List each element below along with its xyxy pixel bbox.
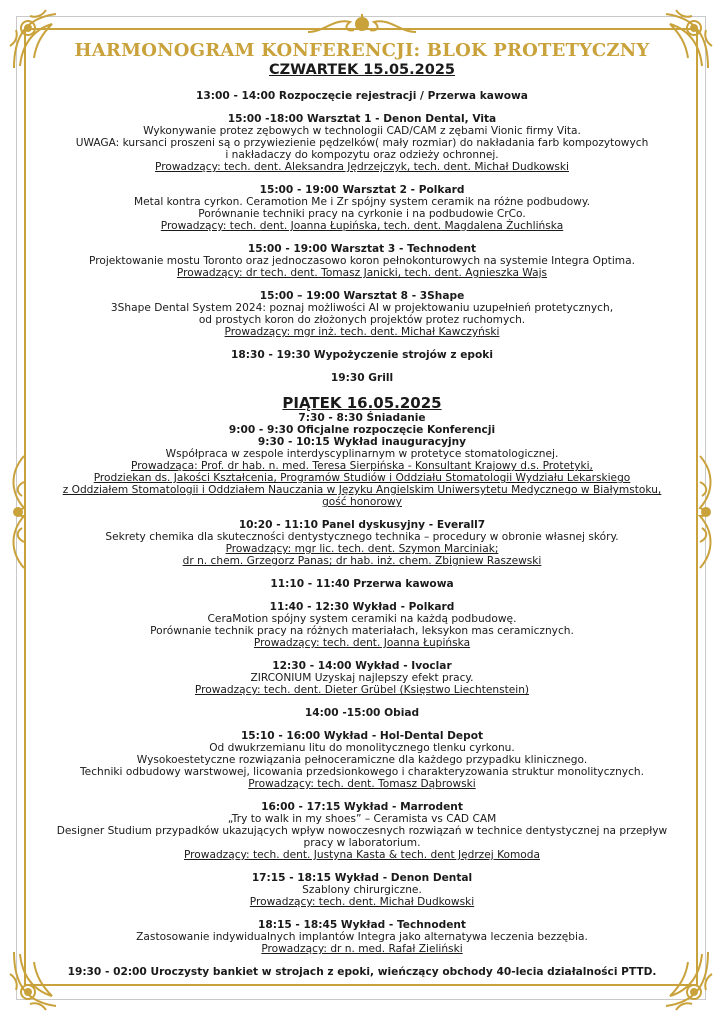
schedule-item	[36, 730, 688, 790]
spacer	[36, 567, 688, 578]
presenter-line: Prowadzący: mgr inż. tech. dent. Michał Kawczyński	[224, 326, 500, 338]
event-heading: 11:40 - 12:30 Wykład - Polkard	[269, 601, 455, 613]
day-heading: PIĄTEK 16.05.2025	[282, 394, 442, 412]
event-heading: 14:00 -15:00 Obiad	[304, 707, 420, 719]
day-section	[36, 395, 688, 978]
description-line: Wysokoestetyczne rozwiązania pełnoceramiczne dla każdego przypadku klinicznego.	[136, 754, 588, 766]
description-line: CeraMotion spójny system ceramiki na każdą podbudowę.	[207, 613, 517, 625]
event-heading: 15:10 - 16:00 Wykład - Hol-Dental Depot	[240, 730, 484, 742]
spacer	[36, 908, 688, 919]
description-line: Szablony chirurgiczne.	[302, 884, 422, 896]
event-heading: 15:00 - 19:00 Warsztat 3 - Technodent	[247, 243, 477, 255]
presenter-line: z Oddziałem Stomatologii i Oddziałem Nauczania w Języku Angielskim Uniwersytetu Medycznego w Białymstoku,	[62, 484, 662, 496]
spacer	[36, 696, 688, 707]
schedule-item	[36, 919, 688, 955]
top-crown-ornament-icon	[304, 10, 420, 38]
presenter-line: Prowadzący: tech. dent. Justyna Kasta & tech. dent Jędrzej Komoda	[183, 849, 540, 861]
spacer	[36, 361, 688, 372]
schedule-item	[36, 349, 688, 361]
description-line: i nakładaczy do kompozytu oraz odzieży ochronnej.	[225, 149, 499, 161]
spacer	[36, 279, 688, 290]
event-heading: 18:15 - 18:45 Wykład - Technodent	[258, 919, 466, 931]
side-scroll-ornament-icon	[692, 452, 718, 572]
presenter-line: Prowadzący: tech. dent. Joanna Łupińska, tech. dent. Magdalena Żuchlińska	[160, 220, 564, 232]
event-heading: 17:15 - 18:15 Wykład - Denon Dental	[251, 872, 473, 884]
event-heading: 16:00 - 17:15 Wykład - Marrodent	[261, 801, 463, 813]
presenter-line: dr n. chem. Grzegorz Panas; dr hab. inż. chem. Zbigniew Raszewski	[182, 555, 542, 567]
description-line: Porównanie technik pracy na różnych materiałach, leksykon mas ceramicznych.	[150, 625, 574, 637]
presenter-line: Prowadząca: Prof. dr hab. n. med. Teresa Sierpińska - Konsultant Krajowy d.s. Protetyki,	[131, 460, 593, 472]
spacer	[36, 173, 688, 184]
schedule-item	[36, 660, 688, 696]
event-heading: 15:00 - 19:00 Warsztat 2 - Polkard	[259, 184, 465, 196]
description-line: „Try to walk in my shoes” – Ceramista vs CAD CAM	[227, 813, 497, 825]
event-heading: 7:30 - 8:30 Śniadanie	[298, 412, 426, 424]
description-line: Metal kontra cyrkon. Ceramotion Me i Zr spójny system ceramik na różne podbudowy.	[134, 196, 590, 208]
event-heading: 18:30 - 19:30 Wypożyczenie strojów z epoki	[231, 349, 493, 361]
presenter-line: Prowadzący: dr tech. dent. Tomasz Janicki, tech. dent. Agnieszka Wajs	[176, 267, 548, 279]
schedule-item	[36, 290, 688, 338]
presenter-line: gość honorowy	[322, 496, 402, 508]
schedule-item	[36, 372, 688, 384]
schedule-days	[36, 62, 688, 978]
description-line: Porównanie techniki pracy na cyrkonie i na podbudowie CrCo.	[198, 208, 526, 220]
spacer	[36, 790, 688, 801]
schedule-content	[36, 40, 688, 978]
schedule-item	[36, 113, 688, 173]
presenter-line: Prowadzący: tech. dent. Joanna Łupińska	[253, 637, 471, 649]
spacer	[36, 338, 688, 349]
spacer	[36, 649, 688, 660]
description-line: Zastosowanie indywidualnych implantów Integra jako alternatywa leczenia bezzębia.	[136, 931, 588, 943]
spacer	[36, 508, 688, 519]
schedule-item	[36, 578, 688, 590]
event-heading: 15:00 – 19:00 Warsztat 8 - 3Shape	[259, 290, 465, 302]
day-section	[36, 62, 688, 395]
spacer	[36, 719, 688, 730]
presenter-line: Prowadzący: tech. dent. Dieter Grübel (Księstwo Liechtenstein)	[194, 684, 530, 696]
schedule-item	[36, 243, 688, 279]
description-line: ZIRCONIUM Uzyskaj najlepszy efekt pracy.	[250, 672, 474, 684]
spacer	[36, 590, 688, 601]
description-line: Od dwukrzemianu litu do monolitycznego tlenku cyrkonu.	[209, 742, 515, 754]
presenter-line: Prowadzący: tech. dent. Michał Dudkowski	[249, 896, 475, 908]
page-title: HARMONOGRAM KONFERENCJI: BLOK PROTETYCZNY	[74, 40, 650, 61]
description-line: Współpraca w zespole interdyscyplinarnym w protetyce stomatologicznej.	[165, 448, 559, 460]
description-line: UWAGA: kursanci proszeni są o przywiezienie pędzelków( mały rozmiar) do nakładania farb kompozytowych	[75, 137, 649, 149]
day-heading: CZWARTEK 15.05.2025	[268, 62, 456, 78]
description-line: Wykonywanie protez zębowych w technologii CAD/CAM z zębami Vionic firmy Vita.	[143, 125, 581, 137]
presenter-line: Prodziekan ds. Jakości Kształcenia, Programów Studiów i Oddziału Stomatologii Wydziału Lekarskiego	[93, 472, 631, 484]
presenter-line: Prowadzący: tech. dent. Aleksandra Jędrzejczyk, tech. dent. Michał Dudkowski	[155, 161, 569, 173]
schedule-item	[36, 966, 688, 978]
spacer	[36, 955, 688, 966]
presenter-line: Prowadzący: dr n. med. Rafał Zieliński	[261, 943, 463, 955]
description-line: od prostych koron do złożonych projektów protez ruchomych.	[198, 314, 526, 326]
spacer	[36, 232, 688, 243]
schedule-item	[36, 184, 688, 232]
event-heading: 19:30 - 02:00 Uroczysty bankiet w strojach z epoki, wieńczący obchody 40-lecia działalności PTTD.	[67, 966, 657, 978]
schedule-item	[36, 801, 688, 861]
description-line: 3Shape Dental System 2024: poznaj możliwości AI w projektowaniu uzupełnień protetycznych,	[110, 302, 614, 314]
event-heading: 11:10 - 11:40 Przerwa kawowa	[270, 578, 454, 590]
side-scroll-ornament-icon	[6, 452, 32, 572]
event-heading: 15:00 -18:00 Warsztat 1 - Denon Dental, Vita	[227, 113, 497, 125]
description-line: Sekrety chemika dla skuteczności dentystycznego technika – procedury w obronie własnej skóry.	[105, 531, 619, 543]
spacer	[36, 102, 688, 113]
description-line: Projektowanie mostu Toronto oraz jednoczasowo koron pełnokonturowych na systemie Integra Optima.	[89, 255, 635, 267]
schedule-item	[36, 519, 688, 567]
event-heading: 9:00 - 9:30 Oficjalne rozpoczęcie Konferencji	[228, 424, 496, 436]
schedule-item	[36, 707, 688, 719]
description-line: pracy w laboratorium.	[303, 837, 421, 849]
schedule-item	[36, 601, 688, 649]
event-heading: 12:30 - 14:00 Wykład - Ivoclar	[272, 660, 452, 672]
spacer	[36, 79, 688, 90]
event-heading: 19:30 Grill	[330, 372, 394, 384]
schedule-item	[36, 90, 688, 102]
presenter-line: Prowadzący: mgr lic. tech. dent. Szymon Marciniak;	[225, 543, 499, 555]
event-heading: 9:30 - 10:15 Wykład inauguracyjny	[257, 436, 467, 448]
schedule-item	[36, 872, 688, 908]
spacer	[36, 861, 688, 872]
presenter-line: Prowadzący: tech. dent. Tomasz Dąbrowski	[248, 778, 476, 790]
event-heading: 13:00 - 14:00 Rozpoczęcie rejestracji / Przerwa kawowa	[196, 90, 528, 102]
description-line: Techniki odbudowy warstwowej, licowania przedsionkowego i charakteryzowania struktur monolitycznych.	[80, 766, 644, 778]
description-line: Designer Studium przypadków ukazujących wpływ nowoczesnych rozwiązań w technice dentystycznej na przepływ	[56, 825, 668, 837]
schedule-item	[36, 412, 688, 508]
event-heading: 10:20 - 11:10 Panel dyskusyjny - Everall7	[238, 519, 486, 531]
